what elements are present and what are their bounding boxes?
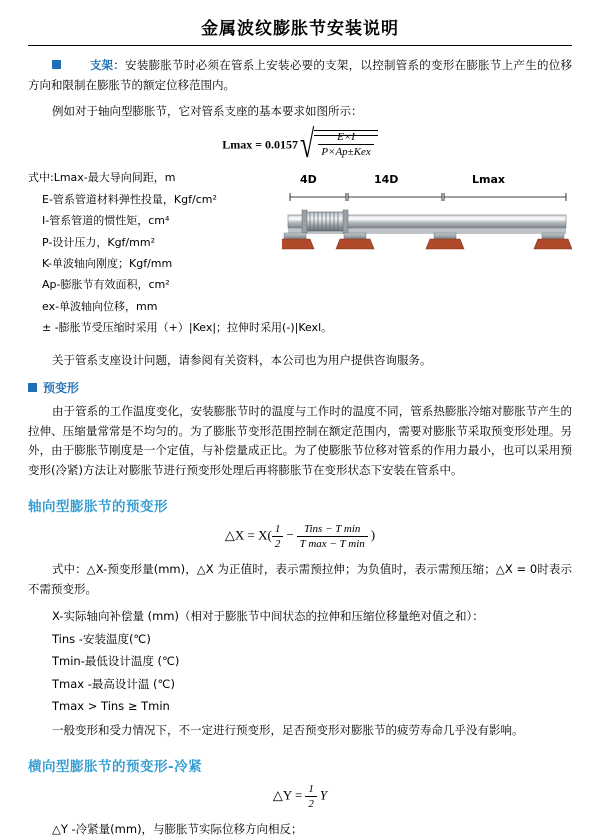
definition-item: I-管系管道的惯性矩，cm⁴ <box>42 214 170 228</box>
axial-item: Tmax > Tins ≥ Tmin <box>52 699 170 714</box>
lmax-fraction-numerator: E×I <box>318 131 374 145</box>
definition-item: Ap-膨胀节有效面积，cm² <box>42 278 170 292</box>
support-para1-text: 安装膨胀节时必须在管系上安装必要的支架，以控制管系的变形在膨胀节上产生的位移方向和限制在膨胀节的额定位移范围内。 <box>28 58 573 92</box>
pipe-system-diagram <box>282 191 572 269</box>
lateral-predeform-formula <box>28 783 572 810</box>
lateral-predeform-explain: △Y -冷紧量(mm)，与膨胀节实际位移方向相反； <box>52 822 303 837</box>
definition-item: 式中:Lmax-最大导向间距，m <box>28 171 176 185</box>
radical-bar-line <box>314 131 378 159</box>
definition-item: ex-单波轴向位移，mm <box>42 299 158 313</box>
figure-label-14d: 14D <box>374 173 399 187</box>
lmax-fraction-denominator: P×Ap±Kex <box>321 146 371 159</box>
axial-ratio-numerator: Tins − T min <box>297 523 368 537</box>
predeform-para1: 由于管系的工作温度变化，安装膨胀节时的温度与工作时的温度不同，管系热膨胀冷缩对膨胀节产生的拉伸、压缩量常常是不均匀的。为了膨胀节变形范围控制在额定范围内，需要对膨胀节采取预变形处理。另外，由于膨胀节刚度是一个定值，与补偿量成正比。为了使膨胀节位移对管系的作用力最小，也可以采用预变形(冷紧)方法让对膨胀节进行预变形处理后再将膨胀节在变形状态下安装在管系中。 <box>28 403 572 478</box>
title-divider <box>28 45 572 46</box>
definition-item: ± -膨胀节受压缩时采用（+）|Kex|；拉伸时采用(-)|Kexl。 <box>42 321 333 335</box>
lmax-formula <box>28 122 572 167</box>
radical-bar <box>314 131 378 159</box>
pipe-supports <box>282 233 572 249</box>
lateral-half-denominator: 2 <box>308 798 314 811</box>
figure-label-4d: 4D <box>300 173 317 187</box>
square-root-icon <box>300 122 378 167</box>
axial-formula-ratio <box>297 523 368 550</box>
axial-item: Tmax -最高设计温 (℃) <box>52 676 175 691</box>
predeform-section-heading: 预变形 <box>43 380 80 395</box>
axial-formula-rhs: ) <box>370 527 376 543</box>
axial-predeform-formula <box>28 523 572 550</box>
definitions-and-figure <box>28 167 572 343</box>
figure-dimension-labels <box>282 173 572 191</box>
axial-formula-lhs: △X = X( <box>224 527 272 543</box>
support-section-heading: 支架 <box>90 58 113 72</box>
lateral-predeform-heading: 横向型膨胀节的预变形-冷紧 <box>28 759 203 776</box>
axial-formula-minus: − <box>286 527 294 543</box>
axial-item: Tmin-最低设计温度 (℃) <box>52 654 180 669</box>
lmax-fraction <box>314 130 378 158</box>
axial-predeform-items <box>28 605 572 717</box>
support-para2: 例如对于轴向型膨胀节，它对管系支座的基本要求如图所示： <box>52 103 363 118</box>
lmax-formula-box <box>222 122 378 167</box>
blue-square-marker <box>28 383 37 392</box>
axial-predeform-explain: 式中：△X-预变形量(mm)，△X 为正值时，表示需预拉伸；为负值时，表示需预压缩；△X = 0时表示不需预变形。 <box>28 561 572 596</box>
bellows-expansion-joint <box>302 210 348 233</box>
figure-label-lmax: Lmax <box>472 173 505 187</box>
definition-item: P-设计压力，Kgf/mm² <box>42 235 155 249</box>
axial-ratio-denominator: T max − T min <box>299 537 365 550</box>
support-para3: 关于管系支座设计问题，请参阅有关资料，本公司也为用户提供咨询服务。 <box>52 352 432 367</box>
lateral-half-numerator: 1 <box>305 783 317 797</box>
document-page <box>0 14 600 837</box>
lateral-formula-rhs: Y <box>319 787 328 803</box>
axial-half-numerator: 1 <box>272 523 284 537</box>
lateral-formula-lhs: △Y = <box>272 787 303 803</box>
dimension-lines <box>290 193 566 201</box>
axial-predeform-note: 一般变形和受力情况下，不一定进行预变形，足否预变形对膨胀节的疲劳寿命几乎没有影响。 <box>52 723 524 738</box>
axial-formula-half <box>272 523 284 550</box>
page-title: 金属波纹膨胀节安装说明 <box>201 19 399 39</box>
pipe-support-figure <box>282 173 572 269</box>
axial-half-denominator: 2 <box>274 537 281 550</box>
blue-square-marker <box>52 60 61 69</box>
axial-predeform-heading: 轴向型膨胀节的预变形 <box>28 498 168 515</box>
axial-item: Tins -安装温度(℃) <box>52 631 151 646</box>
definition-item: K-单波轴向刚度；Kgf/mm <box>42 257 173 271</box>
document-body <box>0 56 600 840</box>
radical-sign: √ <box>300 122 315 167</box>
lmax-formula-label: Lmax = 0.0157 <box>222 137 299 152</box>
lateral-formula-half <box>305 783 317 810</box>
support-section-para1: 支架：安装膨胀节时必须在管系上安装必要的支架，以控制管系的变形在膨胀节上产生的位移方向和限制在膨胀节的额定位移范围内。 <box>28 58 573 92</box>
axial-item: X-实际轴向补偿量 (mm)（相对于膨胀节中间状态的拉伸和压缩位移量绝对值之和）： <box>52 609 484 624</box>
definition-item: E-管系管道材料弹性投量，Kgf/cm² <box>42 192 217 206</box>
predeform-section-heading-row <box>28 379 572 398</box>
